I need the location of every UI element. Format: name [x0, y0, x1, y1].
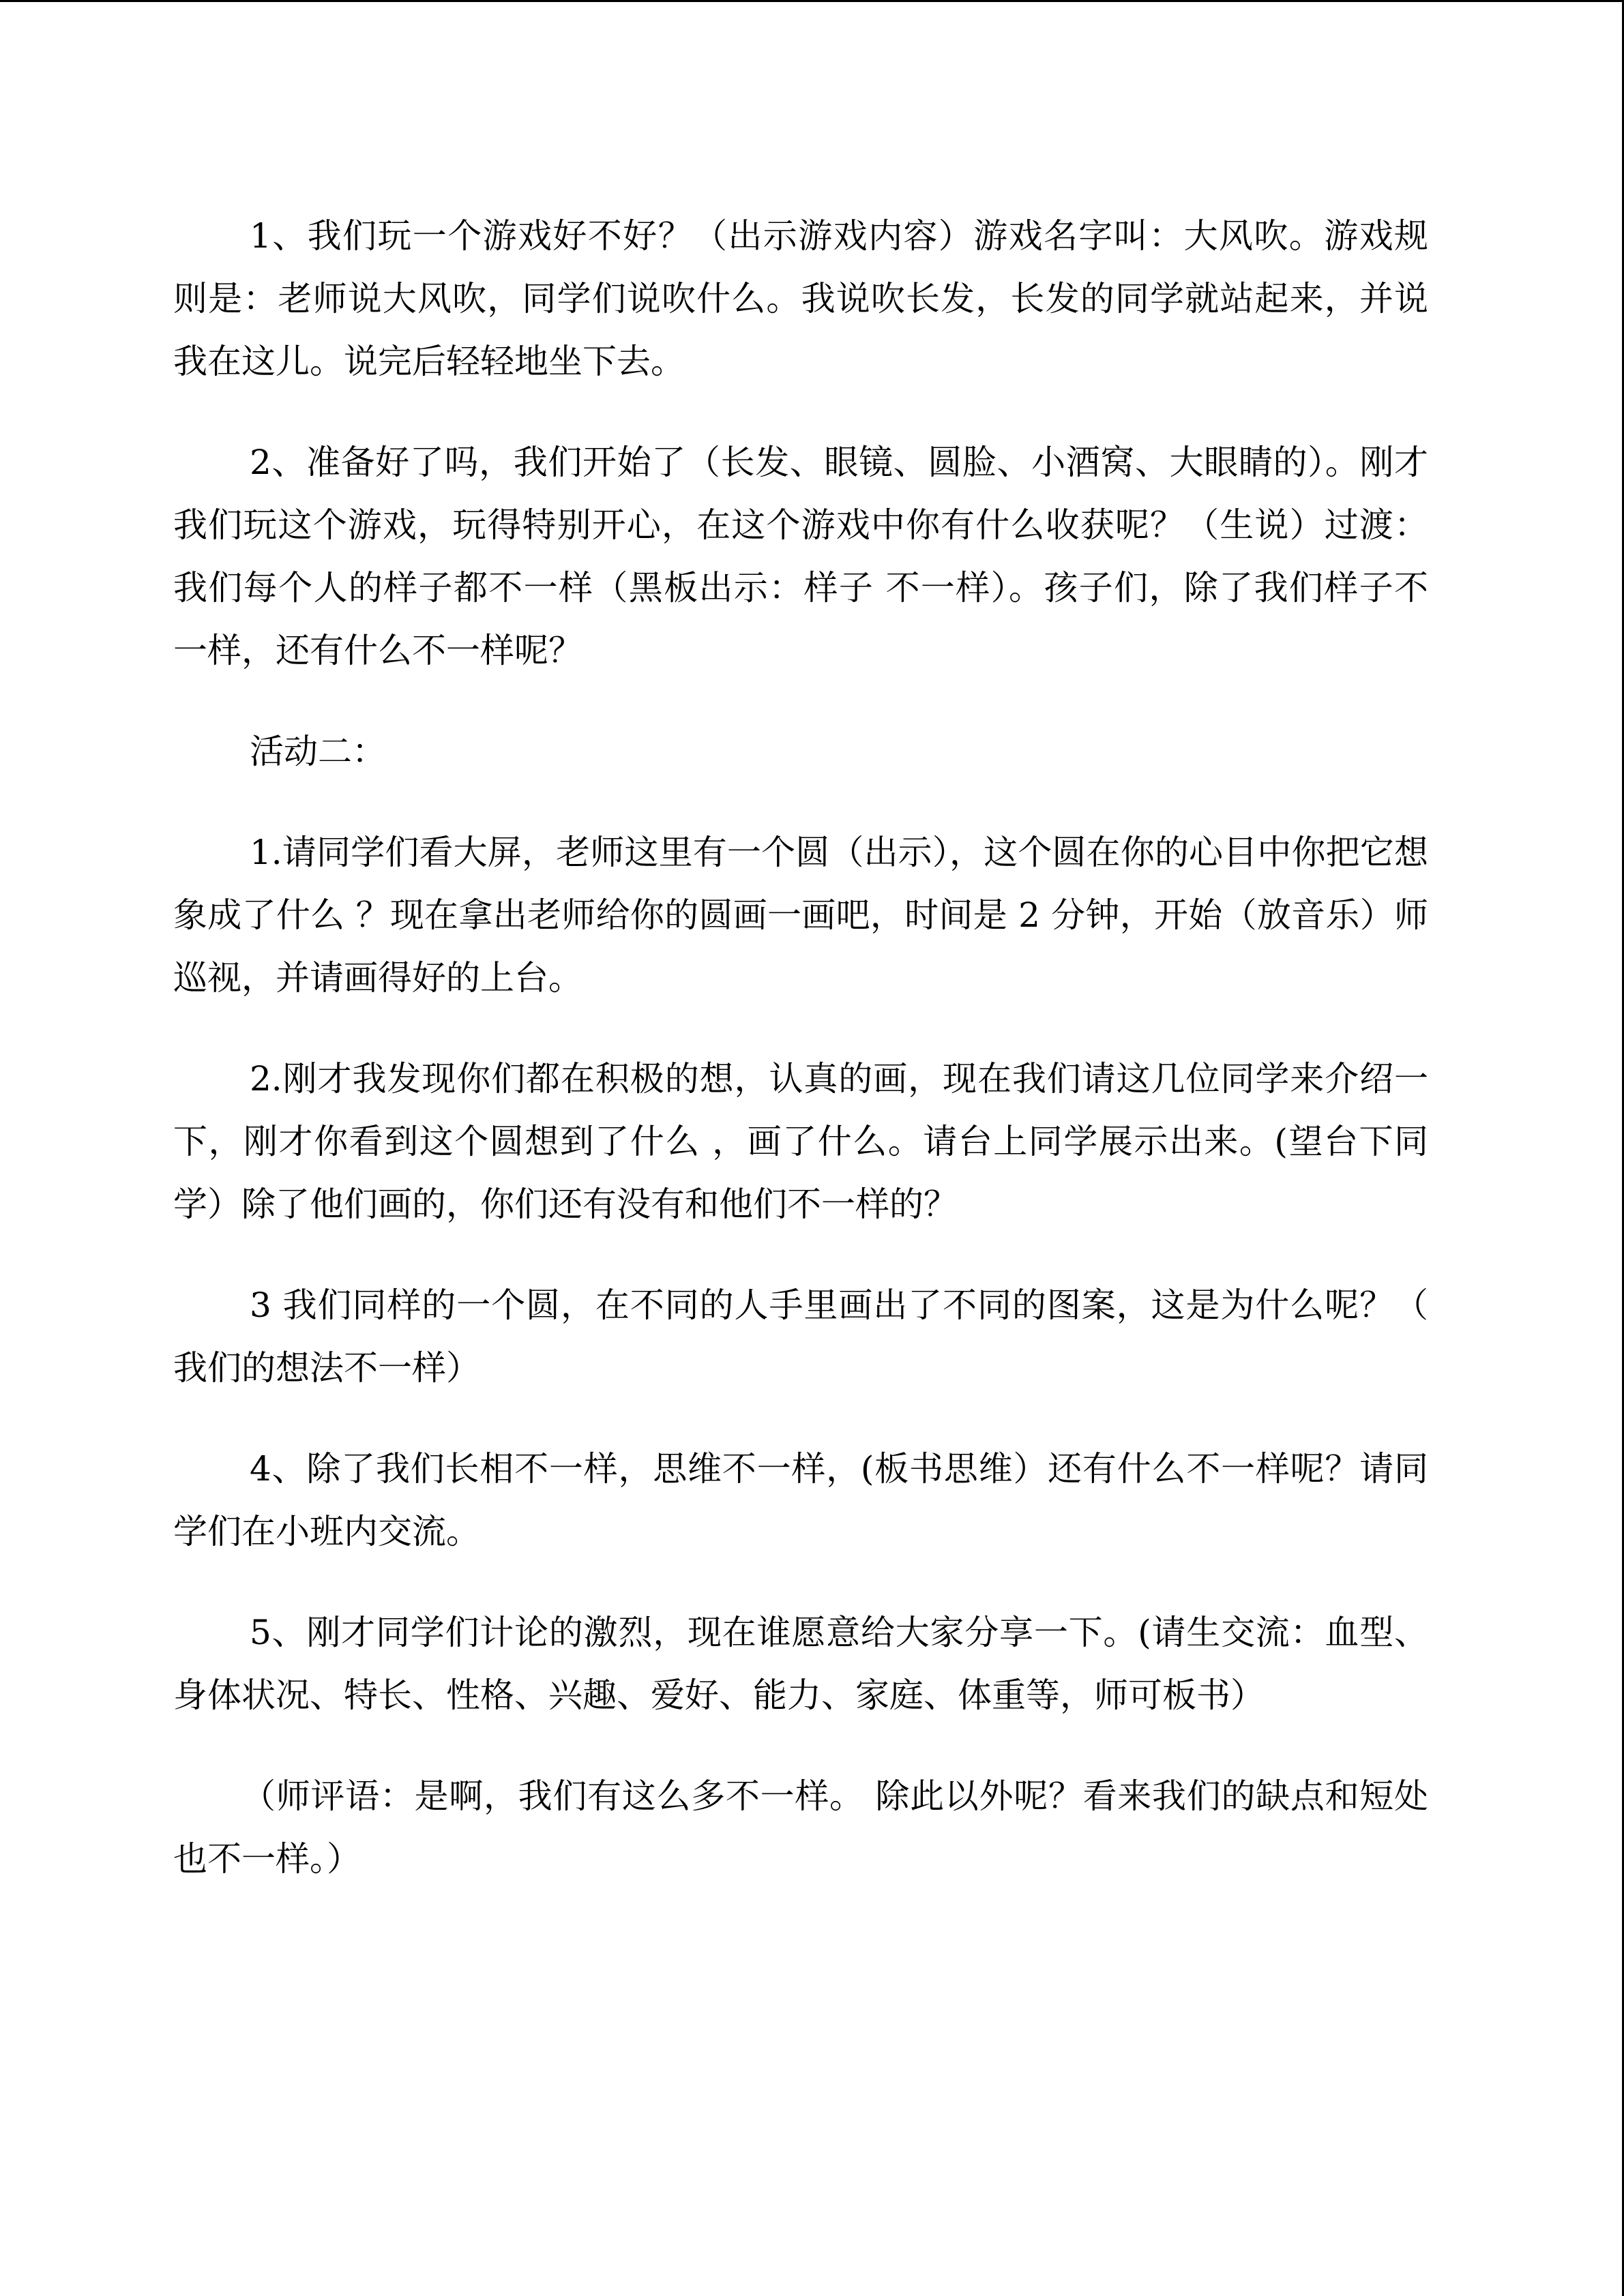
paragraph-circle-drawing: 1.请同学们看大屏，老师这里有一个圆（出示），这个圆在你的心目中你把它想象成了什么 ？现在拿出老师给你的圆画一画吧，时间是 2 分钟，开始（放音乐）师巡视，并请画得好的上台。: [173, 833, 1428, 998]
paragraph-game-intro: 1、我们玩一个游戏好不好？（出示游戏内容）游戏名字叫：大风吹。游戏规则是：老师说大风吹，同学们说吹什么。我说吹长发，长发的同学就站起来，并说我在这儿。说完后轻轻地坐下去。: [173, 216, 1428, 381]
paragraph-group-discussion: 4、除了我们长相不一样，思维不一样，(板书思维）还有什么不一样呢？请同学们在小班内交流。: [173, 1449, 1428, 1551]
paragraph-different-ideas: 3 我们同样的一个圆，在不同的人手里画出了不同的图案，这是为什么呢？（ 我们的想法不一样）: [173, 1285, 1428, 1388]
paragraph-game-start: 2、准备好了吗，我们开始了（长发、眼镜、圆脸、小酒窝、大眼睛的）。刚才我们玩这个游戏，玩得特别开心，在这个游戏中你有什么收获呢？（生说）过渡：我们每个人的样子都不一样（黑板出示：样子 不一样）。孩子们，除了我们样子不一样，还有什么不一样呢？: [173, 443, 1428, 670]
paragraph-teacher-comment: （师评语：是啊，我们有这么多不一样。 除此以外呢？看来我们的缺点和短处也不一样。）: [173, 1776, 1428, 1879]
document-body: [173, 205, 1428, 1928]
paragraph-student-sharing: 5、刚才同学们计论的激烈，现在谁愿意给大家分享一下。(请生交流：血型、身体状况、特长、性格、兴趣、爱好、能力、家庭、体重等，师可板书）: [173, 1613, 1428, 1715]
section-heading-activity-two: 活动二：: [250, 732, 386, 771]
page-border-top: [0, 0, 1624, 2]
paragraph-share-drawings: 2.刚才我发现你们都在积极的想，认真的画，现在我们请这几位同学来介绍一下，刚才你看到这个圆想到了什么 ，画了什么。请台上同学展示出来。(望台下同学）除了他们画的，你们还有没有和他们不一样的？: [173, 1059, 1428, 1224]
